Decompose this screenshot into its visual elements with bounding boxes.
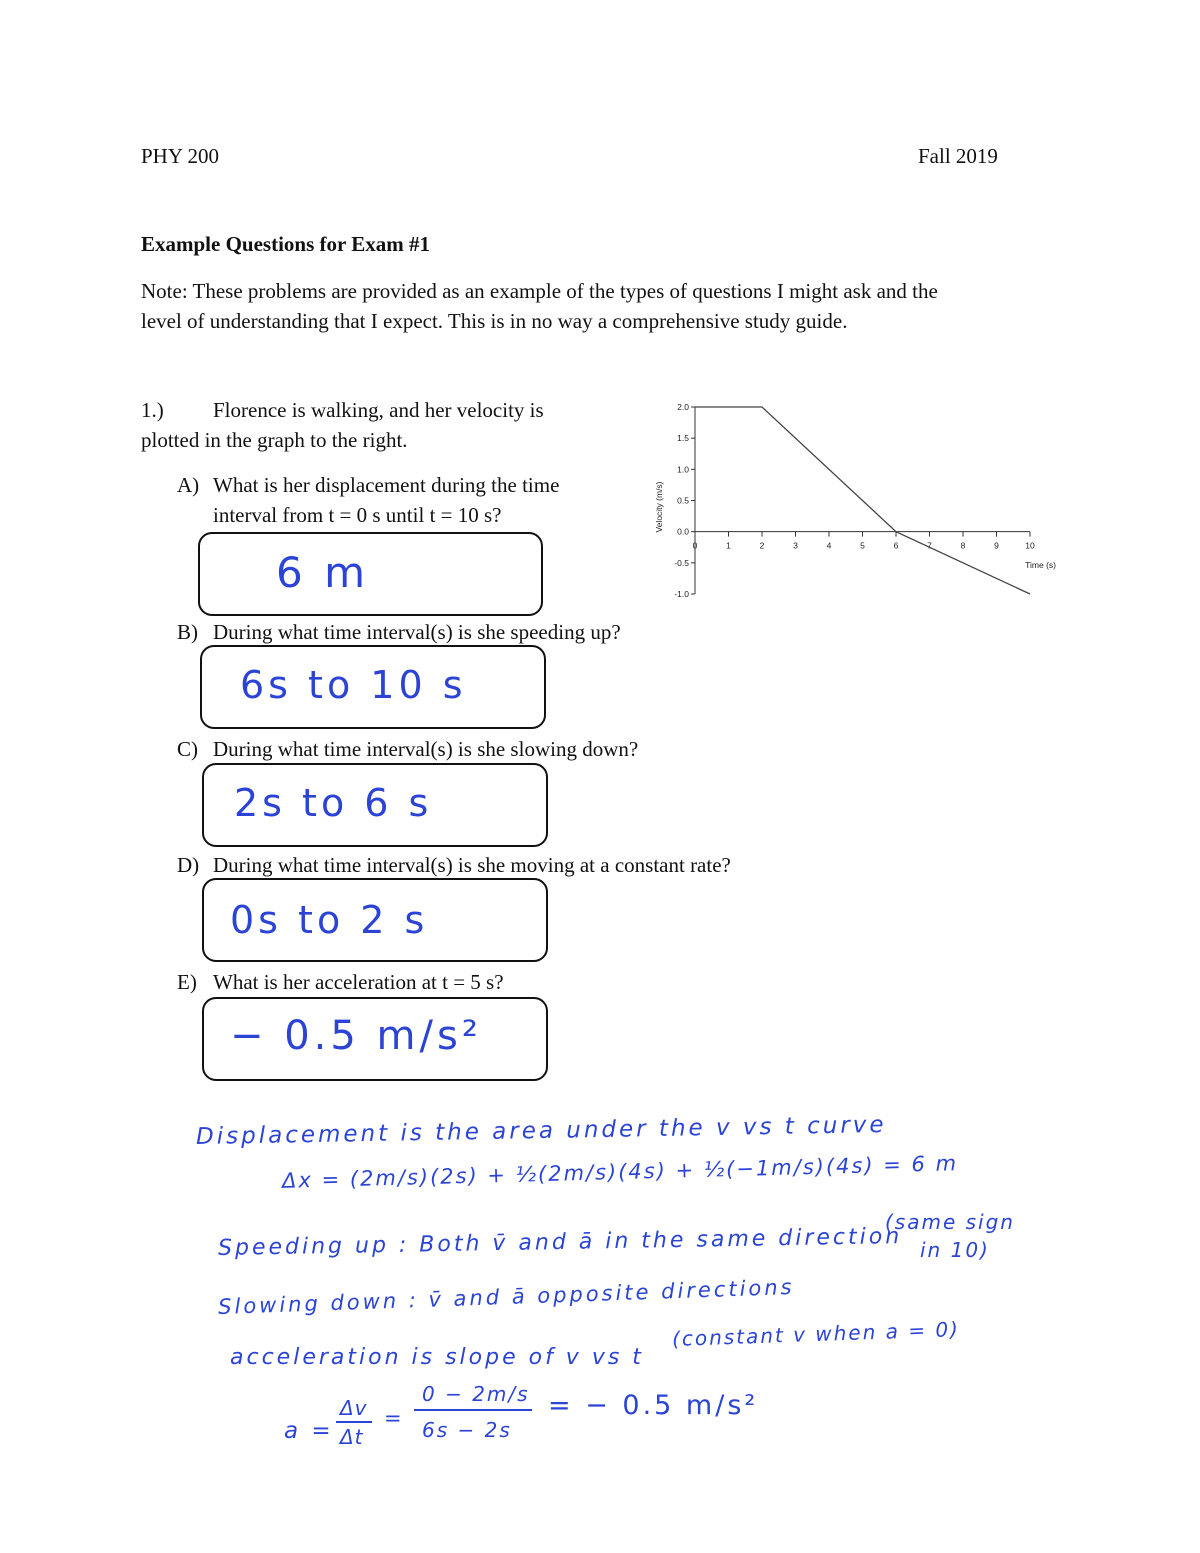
y-tick-label: 0.5 <box>677 495 689 506</box>
page-title: Example Questions for Exam #1 <box>141 232 430 256</box>
x-tick-label: 1 <box>726 540 731 551</box>
chart-ticks <box>674 402 1035 599</box>
x-tick-label: 0 <box>692 540 698 551</box>
note-frac2-num: 0 − 2m/s <box>422 1382 530 1406</box>
note-constant-v: (constant v when a = 0) <box>671 1316 961 1352</box>
note-speeding-up: Speeding up : Both v̄ and ā in the same direction <box>217 1224 903 1261</box>
note-in-10: in 10) <box>920 1238 990 1262</box>
chart-series <box>692 407 1030 594</box>
note-displacement: Displacement is the area under the v vs t curve <box>195 1111 887 1151</box>
x-tick-label: 5 <box>860 540 865 551</box>
answer-box-b[interactable] <box>200 645 546 729</box>
y-tick-label: 2.0 <box>677 402 689 412</box>
part-d-letter: D) <box>177 853 200 877</box>
answer-c: 2s to 6 s <box>234 781 433 825</box>
answer-d: 0s to 2 s <box>230 898 429 942</box>
note-frac2-den: 6s − 2s <box>422 1418 512 1442</box>
y-tick-label: 1.0 <box>677 464 689 475</box>
problem-intro-line-1: Florence is walking, and her velocity is <box>213 398 544 422</box>
note-equals-1: = <box>384 1406 405 1430</box>
part-b-question: During what time interval(s) is she speeding up? <box>213 620 621 644</box>
x-tick-label: 4 <box>826 540 832 551</box>
note-line-1: Note: These problems are provided as an example of the types of questions I might ask and the <box>141 279 938 303</box>
part-c-letter: C) <box>177 737 198 761</box>
part-b-letter: B) <box>177 620 198 644</box>
note-line-2: level of understanding that I expect. This is in no way a comprehensive study guide. <box>141 309 848 333</box>
x-axis-label: Time (s) <box>1025 560 1056 570</box>
fraction-bar-2 <box>414 1409 532 1411</box>
part-c-question: During what time interval(s) is she slowing down? <box>213 737 639 761</box>
note-delta-x: Δx = (2m/s)(2s) + ½(2m/s)(4s) + ½(−1m/s)(4s) = 6 m <box>281 1151 959 1193</box>
part-e-question: What is her acceleration at t = 5 s? <box>213 970 504 994</box>
note-same-sign: (same sign <box>885 1210 1015 1234</box>
velocity-time-chart <box>640 392 1070 606</box>
part-d-question: During what time interval(s) is she moving at a constant rate? <box>213 853 731 877</box>
part-a-letter: A) <box>177 473 200 497</box>
x-tick-label: 8 <box>960 540 966 551</box>
y-tick-label: -0.5 <box>674 557 689 568</box>
problem-intro-line-2: plotted in the graph to the right. <box>141 428 408 452</box>
velocity-series-line <box>692 407 1030 594</box>
note-a-equals: a = <box>284 1418 334 1444</box>
y-tick-label: -1.0 <box>674 589 689 599</box>
x-tick-label: 6 <box>893 540 899 551</box>
x-tick-label: 3 <box>793 540 798 551</box>
course-code: PHY 200 <box>141 144 219 168</box>
part-a-question-line-2: interval from t = 0 s until t = 10 s? <box>213 503 502 527</box>
part-a-question-line-1: What is her displacement during the time <box>213 473 560 497</box>
note-slowing-down: Slowing down : v̄ and ā opposite directions <box>217 1274 795 1320</box>
y-axis-label: Velocity (m/s) <box>654 481 664 533</box>
y-tick-label: 1.5 <box>677 433 689 444</box>
fraction-bar-1 <box>336 1421 372 1423</box>
x-tick-label: 2 <box>759 540 765 551</box>
note-delta-v: Δv <box>340 1396 368 1420</box>
answer-b: 6s to 10 s <box>240 663 467 707</box>
answer-box-a[interactable] <box>198 532 543 616</box>
term: Fall 2019 <box>918 144 998 168</box>
y-tick-label: 0.0 <box>677 526 689 537</box>
problem-number: 1.) <box>141 398 164 422</box>
note-result: = − 0.5 m/s² <box>548 1390 759 1421</box>
x-tick-label: 10 <box>1025 540 1035 551</box>
answer-a: 6 m <box>276 548 369 597</box>
answer-box-d[interactable] <box>202 878 548 962</box>
note-acceleration-slope: acceleration is slope of v vs t <box>230 1345 644 1370</box>
x-tick-label: 7 <box>927 540 932 551</box>
answer-box-e[interactable] <box>202 997 548 1081</box>
note-delta-t: Δt <box>340 1425 364 1449</box>
answer-box-c[interactable] <box>202 763 548 847</box>
x-tick-label: 9 <box>994 540 999 551</box>
answer-e: − 0.5 m/s² <box>230 1013 482 1059</box>
part-e-letter: E) <box>177 970 197 994</box>
